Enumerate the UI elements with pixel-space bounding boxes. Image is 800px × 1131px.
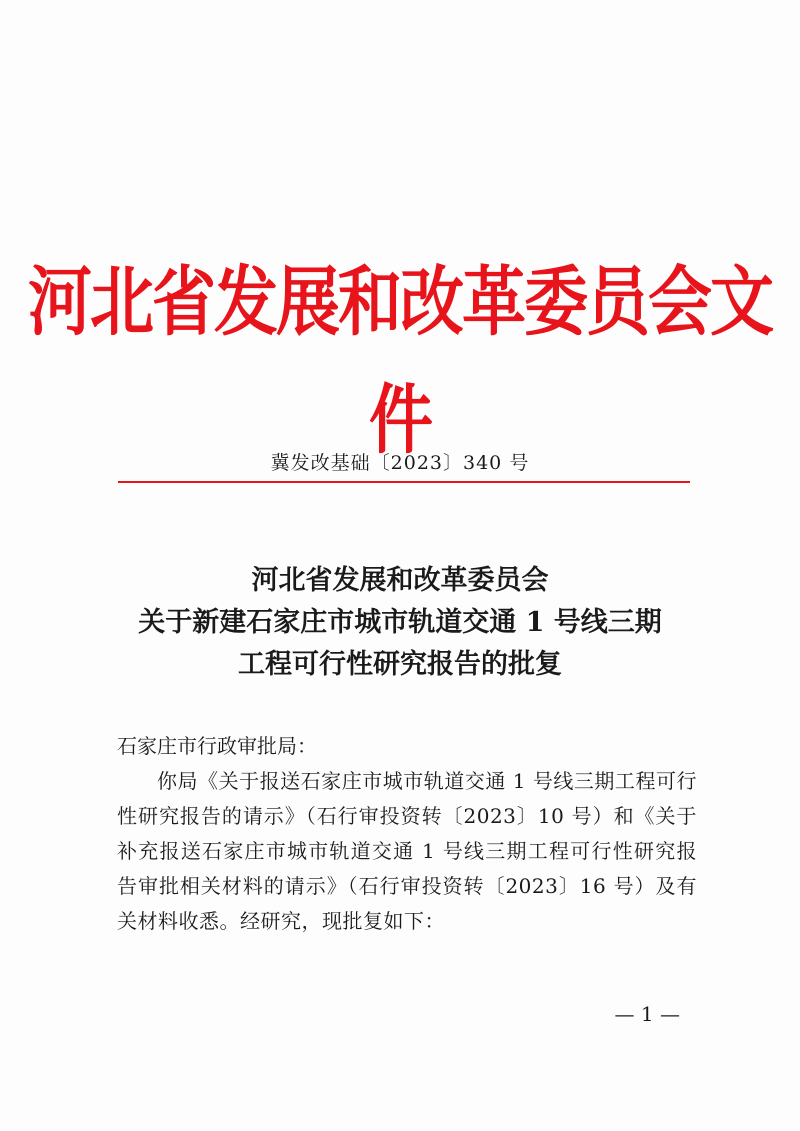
document-title [0,560,800,686]
title-line-3: 工程可行性研究报告的批复 [238,649,562,680]
page-number: — 1 — [614,1002,680,1026]
title-line-1: 河北省发展和改革委员会 [251,565,549,596]
addressee: 石家庄市行政审批局： [117,734,317,758]
body-paragraph: 你局《关于报送石家庄市城市轨道交通 1 号线三期工程可行性研究报告的请示》（石行审投资转〔2023〕10 号）和《关于补充报送石家庄市城市轨道交通 1 号线三期工程可行性研究报告审批相关材料的请示》（石行审投资转〔2023〕16 号）及有关材料收悉。经研究，现批复如下： [117,769,697,933]
issuer-header-title: 河北省发展和改革委员会文件 [28,259,772,465]
red-separator-line [118,481,690,483]
title-line-2: 关于新建石家庄市城市轨道交通 1 号线三期 [138,607,662,638]
document-number: 冀发改基础〔2023〕340 号 [270,452,530,474]
